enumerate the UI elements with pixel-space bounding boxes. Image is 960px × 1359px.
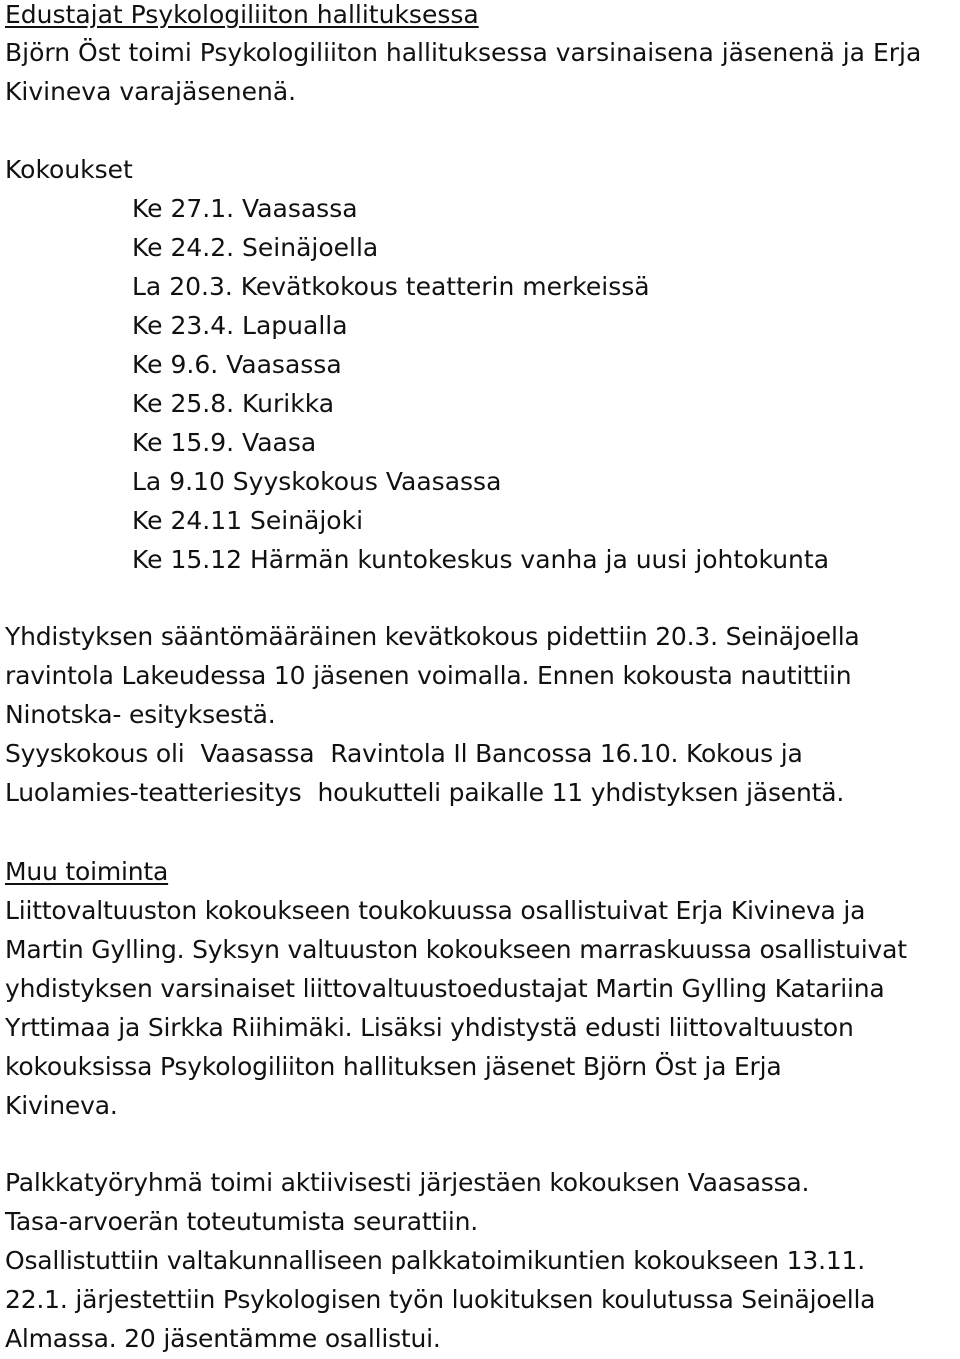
- text-segment: Ravintola Il Bancossa 16.10. Kokous ja: [330, 739, 803, 768]
- heading-meetings: Kokoukset: [5, 155, 133, 184]
- paragraph-line: Kivineva varajäsenenä.: [5, 77, 297, 106]
- paragraph-line: Osallistuttiin valtakunnalliseen palkkatoimikuntien kokoukseen 13.11.: [5, 1246, 865, 1275]
- paragraph-line: 22.1. järjestettiin Psykologisen työn luokituksen koulutussa Seinäjoella: [5, 1285, 876, 1314]
- paragraph-line: Almassa. 20 jäsentämme osallistui.: [5, 1324, 441, 1353]
- heading-other-activities: Muu toiminta: [5, 857, 169, 886]
- meeting-item: Ke 23.4. Lapualla: [132, 311, 348, 340]
- meeting-item: Ke 24.11 Seinäjoki: [132, 506, 364, 535]
- paragraph-line: Yrttimaa ja Sirkka Riihimäki. Lisäksi yhdistystä edusti liittovaltuuston: [5, 1013, 854, 1042]
- text-segment: Vaasassa: [200, 739, 315, 768]
- text-segment: Luolamies-teatteriesitys: [5, 778, 302, 807]
- paragraph-line: [5, 739, 803, 769]
- paragraph-line: yhdistyksen varsinaiset liittovaltuustoedustajat Martin Gylling Katariina: [5, 974, 885, 1003]
- paragraph-line: Björn Öst toimi Psykologiliiton hallituksessa varsinaisena jäsenenä ja Erja: [5, 38, 922, 67]
- meeting-item: La 20.3. Kevätkokous teatterin merkeissä: [132, 272, 650, 301]
- meeting-item: Ke 9.6. Vaasassa: [132, 350, 342, 379]
- paragraph-line: Kivineva.: [5, 1091, 118, 1120]
- meeting-item: Ke 27.1. Vaasassa: [132, 194, 358, 223]
- meeting-item: Ke 15.9. Vaasa: [132, 428, 317, 457]
- meeting-item: Ke 15.12 Härmän kuntokeskus vanha ja uusi johtokunta: [132, 545, 830, 574]
- heading-board-representatives: Edustajat Psykologiliiton hallituksessa: [5, 0, 479, 29]
- paragraph-line: ravintola Lakeudessa 10 jäsenen voimalla. Ennen kokousta nautittiin: [5, 661, 852, 690]
- paragraph-line: Yhdistyksen sääntömääräinen kevätkokous pidettiin 20.3. Seinäjoella: [5, 622, 860, 651]
- paragraph-line: [5, 778, 844, 808]
- text-segment: houkutteli paikalle 11 yhdistyksen jäsentä.: [317, 778, 845, 807]
- meeting-item: La 9.10 Syyskokous Vaasassa: [132, 467, 502, 496]
- paragraph-line: Martin Gylling. Syksyn valtuuston kokoukseen marraskuussa osallistuivat: [5, 935, 907, 964]
- paragraph-line: kokouksissa Psykologiliiton hallituksen jäsenet Björn Öst ja Erja: [5, 1052, 782, 1081]
- meeting-item: Ke 25.8. Kurikka: [132, 389, 335, 418]
- paragraph-line: Palkkatyöryhmä toimi aktiivisesti järjestäen kokouksen Vaasassa.: [5, 1168, 810, 1197]
- text-segment: Syyskokous oli: [5, 739, 185, 768]
- paragraph-line: Tasa-arvoerän toteutumista seurattiin.: [5, 1207, 478, 1236]
- paragraph-line: Ninotska- esityksestä.: [5, 700, 276, 729]
- paragraph-line: Liittovaltuuston kokoukseen toukokuussa osallistuivat Erja Kivineva ja: [5, 896, 866, 925]
- meeting-item: Ke 24.2. Seinäjoella: [132, 233, 379, 262]
